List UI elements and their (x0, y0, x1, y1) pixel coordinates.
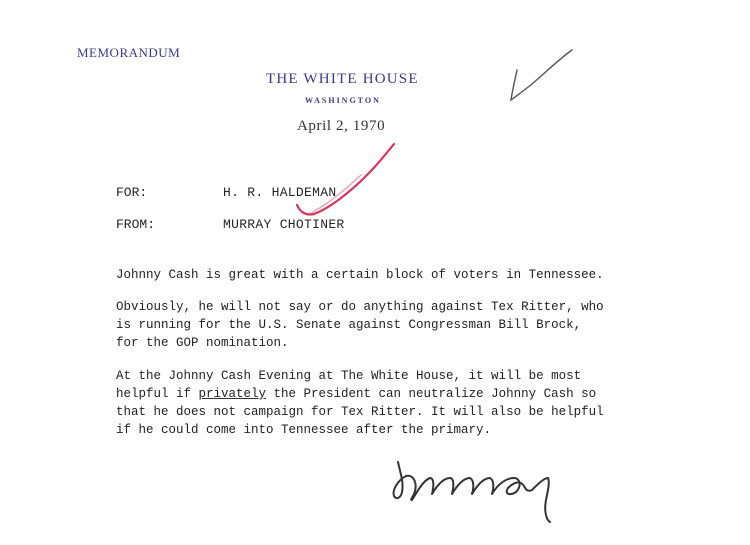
letterhead-city: WASHINGTON (305, 96, 381, 105)
signature (394, 462, 550, 522)
letterhead-title: THE WHITE HOUSE (266, 71, 419, 87)
paragraph-3-line-3: that he does not campaign for Tex Ritter. It will also be helpful (116, 405, 604, 419)
paragraph-2-line-1: Obviously, he will not say or do anything against Tex Ritter, who (116, 300, 604, 314)
paragraph-3-line-4: if he could come into Tennessee after the primary. (116, 423, 492, 437)
memo-date: April 2, 1970 (297, 118, 386, 134)
paragraph-3-line-1: At the Johnny Cash Evening at The White House, it will be most (116, 369, 582, 383)
paragraph-2-line-2: is running for the U.S. Senate against Congressman Bill Brock, (116, 318, 582, 332)
underlined-word: privately (198, 387, 267, 401)
line-2-before: helpful if (116, 387, 199, 401)
for-label: FOR: (116, 185, 148, 200)
paragraph-2-line-3: for the GOP nomination. (116, 336, 289, 350)
from-label: FROM: (116, 217, 156, 232)
memorandum-label: MEMORANDUM (77, 45, 181, 60)
for-value: H. R. HALDEMAN (223, 185, 337, 200)
pen-check-mark (511, 50, 572, 100)
paragraph-1-line: Johnny Cash is great with a certain block of voters in Tennessee. (116, 268, 604, 282)
signature-stroke (394, 462, 550, 522)
from-value: MURRAY CHOTINER (223, 217, 345, 232)
line-2-after: the President can neutralize Johnny Cash so (266, 387, 597, 401)
red-check-mark (297, 144, 394, 215)
red-check-tail (311, 175, 361, 213)
